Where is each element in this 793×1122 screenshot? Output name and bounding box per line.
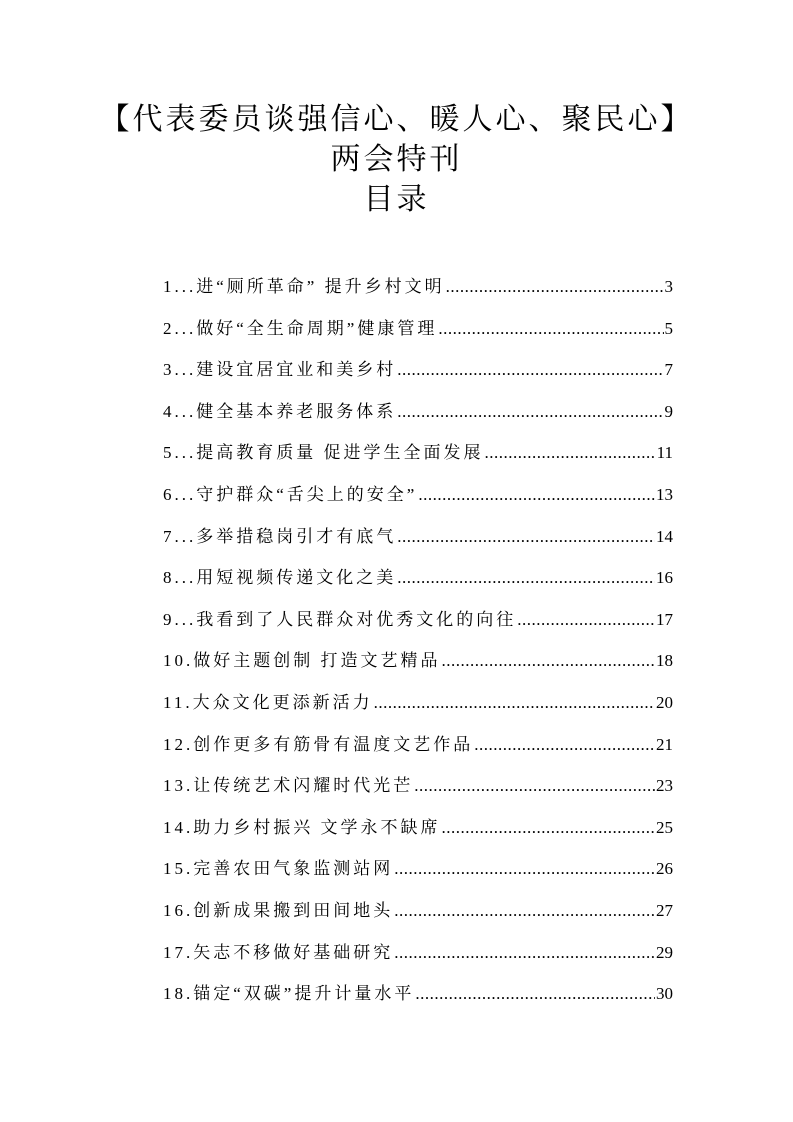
toc-entry-page: 23: [656, 776, 673, 796]
toc-entry-title: 1...进“厕所革命” 提升乡村文明: [163, 277, 445, 296]
toc-entry[interactable]: [163, 605, 673, 647]
toc-entry[interactable]: [163, 771, 673, 813]
toc-entry-title: 5...提高教育质量 促进学生全面发展: [163, 443, 484, 463]
toc-entry-page: 17: [656, 609, 673, 629]
toc-entry[interactable]: [163, 688, 673, 730]
toc-entry[interactable]: [163, 813, 673, 855]
toc-entry-page: 3: [664, 277, 673, 296]
toc-entry-title: 18.锚定“双碳”提升计量水平: [163, 984, 415, 1004]
dot-leader: [442, 651, 656, 671]
toc-entry-page: 16: [656, 568, 673, 588]
toc-entry[interactable]: [163, 730, 673, 772]
toc-entry[interactable]: [163, 854, 673, 896]
dot-leader: [394, 943, 655, 963]
toc-entry-page: 18: [656, 651, 673, 671]
toc-entry[interactable]: [163, 314, 673, 356]
toc-entry-page: 5: [664, 318, 673, 338]
toc-entry[interactable]: [163, 397, 673, 439]
toc-entry-page: 21: [656, 734, 673, 754]
table-of-contents: [163, 272, 673, 1021]
toc-entry-page: 7: [664, 360, 673, 380]
toc-entry-title: 17.矢志不移做好基础研究: [163, 942, 394, 962]
dot-leader: [438, 319, 663, 339]
dot-leader: [414, 776, 655, 796]
toc-entry[interactable]: [163, 522, 673, 564]
toc-entry[interactable]: [163, 438, 673, 480]
toc-entry-title: 6...守护群众“舌尖上的安全”: [163, 484, 418, 504]
toc-entry-page: 25: [656, 817, 673, 837]
toc-entry-page: 13: [656, 484, 673, 504]
dot-leader: [397, 527, 655, 547]
toc-entry-page: 14: [656, 526, 673, 546]
toc-entry-title: 14.助力乡村振兴 文学永不缺席: [163, 817, 441, 837]
toc-entry-page: 20: [656, 692, 673, 712]
toc-entry-title: 9...我看到了人民群众对优秀文化的向往: [163, 609, 517, 629]
toc-entry-title: 15.完善农田气象监测站网: [163, 859, 394, 879]
toc-entry-page: 26: [656, 859, 673, 879]
toc-entry-title: 13.让传统艺术闪耀时代光芒: [163, 776, 414, 796]
toc-entry-title: 3...建设宜居宜业和美乡村: [163, 360, 397, 380]
title-subtitle: 两会特刊: [330, 142, 463, 177]
toc-entry[interactable]: [163, 896, 673, 938]
toc-entry-page: 11: [656, 443, 673, 463]
dot-leader: [418, 485, 655, 505]
toc-entry[interactable]: [163, 355, 673, 397]
title-main: 【代表委员谈强信心、暖人心、聚民心】: [99, 102, 694, 137]
toc-entry-page: 29: [656, 942, 673, 962]
toc-entry-title: 2...做好“全生命周期”健康管理: [163, 318, 438, 338]
toc-entry-title: 4...健全基本养老服务体系: [163, 401, 397, 421]
toc-entry-page: 9: [664, 401, 673, 421]
toc-entry-page: 30: [656, 984, 673, 1004]
dot-leader: [517, 610, 655, 630]
toc-entry-title: 10.做好主题创制 打造文艺精品: [163, 651, 441, 671]
dot-leader: [397, 360, 663, 380]
dot-leader: [397, 568, 655, 588]
toc-entry[interactable]: [163, 480, 673, 522]
dot-leader: [474, 735, 655, 755]
toc-entry[interactable]: [163, 272, 673, 314]
dot-leader: [485, 443, 656, 463]
toc-entry-title: 12.创作更多有筋骨有温度文艺作品: [163, 734, 474, 754]
dot-leader: [446, 277, 664, 297]
toc-entry[interactable]: [163, 938, 673, 980]
dot-leader: [442, 818, 656, 838]
toc-entry-title: 7...多举措稳岗引才有底气: [163, 526, 397, 546]
dot-leader: [394, 859, 655, 879]
toc-entry[interactable]: [163, 979, 673, 1021]
toc-heading: 目录: [363, 182, 430, 217]
toc-entry[interactable]: [163, 563, 673, 605]
toc-entry-title: 16.创新成果搬到田间地头: [163, 900, 394, 920]
toc-entry-page: 27: [656, 900, 673, 920]
toc-entry-title: 8...用短视频传递文化之美: [163, 568, 397, 588]
dot-leader: [415, 984, 655, 1004]
dot-leader: [374, 693, 655, 713]
dot-leader: [394, 901, 655, 921]
toc-entry-title: 11.大众文化更添新活力: [163, 692, 373, 712]
toc-entry[interactable]: [163, 646, 673, 688]
document-title: [0, 100, 793, 220]
dot-leader: [397, 402, 663, 422]
